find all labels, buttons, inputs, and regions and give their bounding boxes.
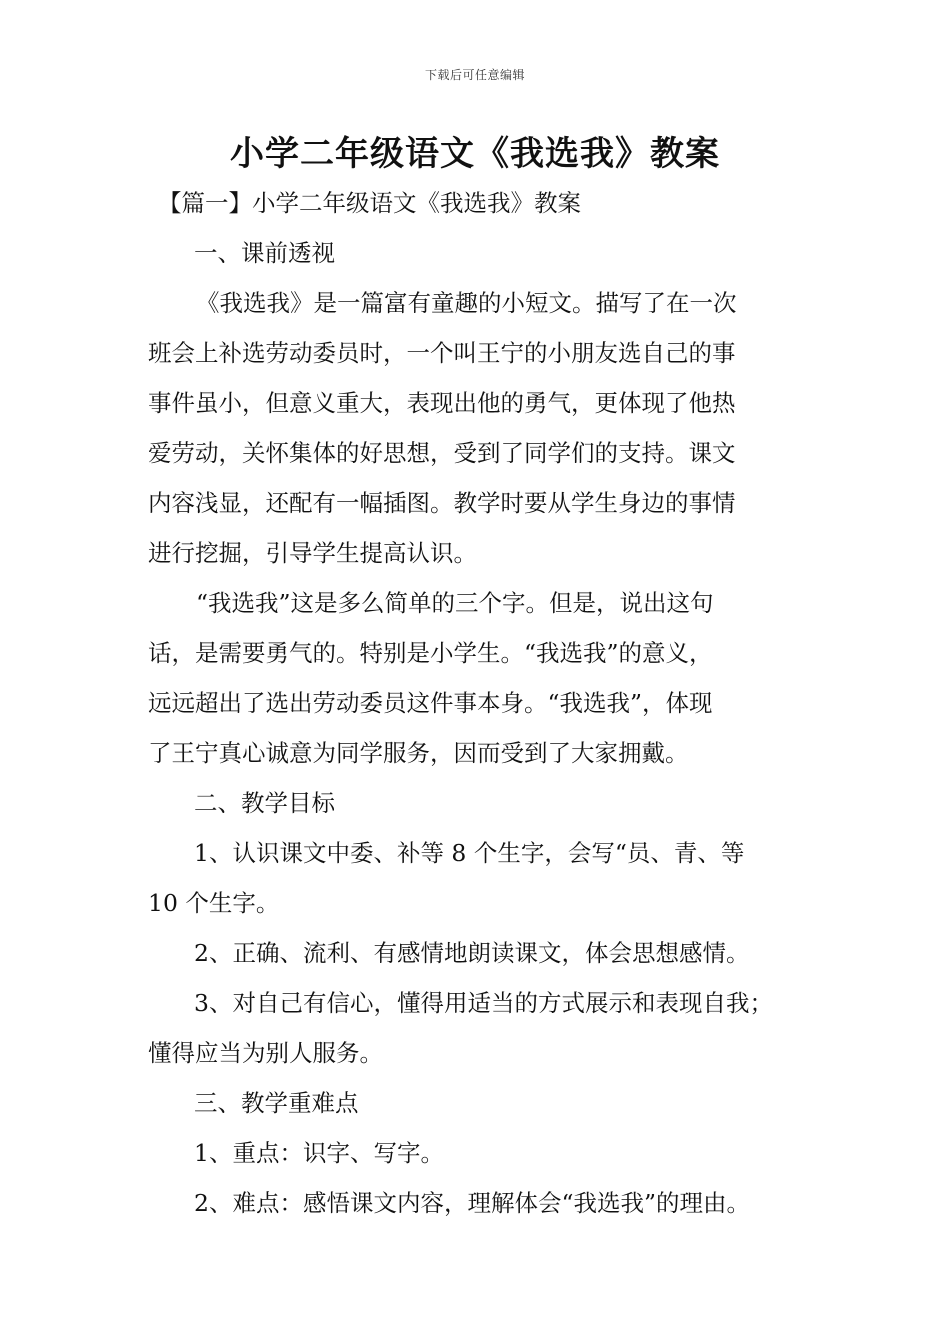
paragraph-line: 懂得应当为别人服务。 [148, 1039, 383, 1067]
paragraph-line: 了王宁真心诚意为同学服务，因而受到了大家拥戴。 [148, 739, 689, 767]
paragraph-line: “我选我”这是多么简单的三个字。但是，说出这句 [196, 589, 714, 617]
key-point-item-2: 2、难点：感悟课文内容，理解体会“我选我”的理由。 [194, 1189, 750, 1217]
paragraph-1 [148, 278, 824, 578]
paragraph-line: 内容浅显，还配有一幅插图。教学时要从学生身边的事情 [148, 489, 736, 517]
paragraph-line: 事件虽小，但意义重大，表现出他的勇气，更体现了他热 [148, 389, 736, 417]
section-heading-1: 一、课前透视 [194, 239, 335, 267]
paragraph-line: 进行挖掘，引导学生提高认识。 [148, 539, 477, 567]
document-title: 小学二年级语文《我选我》教案 [230, 134, 720, 174]
paragraph-line: 3、对自己有信心，懂得用适当的方式展示和表现自我； [194, 989, 773, 1017]
objective-item-3 [148, 978, 824, 1078]
paragraph-line: 远远超出了选出劳动委员这件事本身。“我选我”，体现 [148, 689, 713, 717]
key-point-item-1: 1、重点：识字、写字。 [194, 1139, 444, 1167]
objective-item-1 [148, 828, 824, 928]
section-heading-3: 三、教学重难点 [194, 1089, 359, 1117]
section-heading-2: 二、教学目标 [194, 789, 335, 817]
paragraph-line: 班会上补选劳动委员时，一个叫王宁的小朋友选自己的事 [148, 339, 736, 367]
objective-item-2: 2、正确、流利、有感情地朗读课文，体会思想感情。 [194, 939, 750, 967]
paragraph-line: 爱劳动，关怀集体的好思想，受到了同学们的支持。课文 [148, 439, 736, 467]
page-header-note: 下载后可任意编辑 [424, 68, 525, 82]
paragraph-line: 话，是需要勇气的。特别是小学生。“我选我”的意义， [148, 639, 713, 667]
paragraph-line: 1、认识课文中委、补等 8 个生字，会写“员、青、等 [194, 839, 745, 867]
paragraph-line: 《我选我》是一篇富有童趣的小短文。描写了在一次 [196, 289, 737, 317]
paragraph-2 [148, 578, 824, 778]
paragraph-line: 10 个生字。 [148, 889, 280, 917]
document-body [148, 178, 824, 1228]
document-subtitle: 【篇一】小学二年级语文《我选我》教案 [158, 189, 581, 217]
